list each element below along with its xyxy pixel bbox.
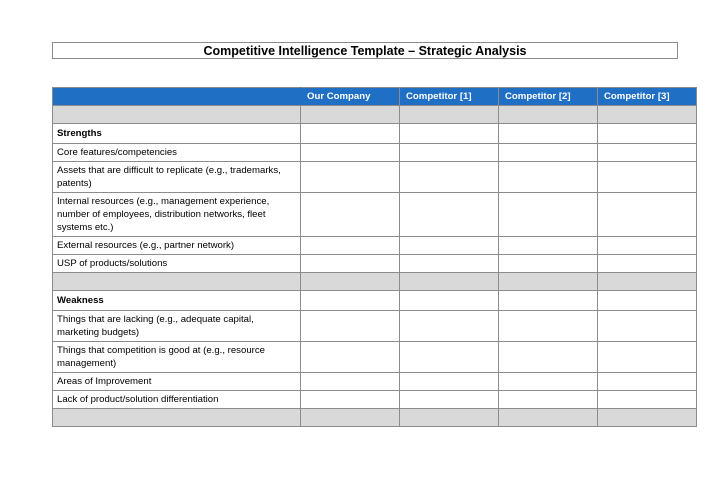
spacer-cell bbox=[53, 273, 301, 291]
spacer-row bbox=[53, 409, 697, 427]
header-cell-competitor-1: Competitor [1] bbox=[400, 88, 499, 106]
spacer-cell bbox=[301, 106, 400, 124]
input-cell[interactable] bbox=[301, 291, 400, 311]
input-cell[interactable] bbox=[301, 311, 400, 342]
row-label: Core features/competencies bbox=[53, 144, 301, 162]
spacer-cell bbox=[400, 409, 499, 427]
table-row bbox=[53, 193, 697, 237]
input-cell[interactable] bbox=[400, 291, 499, 311]
input-cell[interactable] bbox=[301, 391, 400, 409]
input-cell[interactable] bbox=[400, 237, 499, 255]
section-heading-row-strengths bbox=[53, 124, 697, 144]
document-title-text: Competitive Intelligence Template – Strategic Analysis bbox=[203, 43, 527, 58]
header-cell-competitor-2: Competitor [2] bbox=[499, 88, 598, 106]
input-cell[interactable] bbox=[400, 162, 499, 193]
input-cell[interactable] bbox=[598, 291, 697, 311]
table-row bbox=[53, 342, 697, 373]
row-label: USP of products/solutions bbox=[53, 255, 301, 273]
row-label: Assets that are difficult to replicate (e.g., trademarks, patents) bbox=[53, 162, 301, 193]
row-label: Things that are lacking (e.g., adequate capital, marketing budgets) bbox=[53, 311, 301, 342]
input-cell[interactable] bbox=[598, 311, 697, 342]
spacer-cell bbox=[499, 273, 598, 291]
input-cell[interactable] bbox=[499, 144, 598, 162]
input-cell[interactable] bbox=[499, 291, 598, 311]
spacer-cell bbox=[301, 409, 400, 427]
header-cell-competitor-3: Competitor [3] bbox=[598, 88, 697, 106]
input-cell[interactable] bbox=[400, 311, 499, 342]
table-row bbox=[53, 144, 697, 162]
input-cell[interactable] bbox=[301, 237, 400, 255]
row-label: Areas of Improvement bbox=[53, 373, 301, 391]
row-label: External resources (e.g., partner network) bbox=[53, 237, 301, 255]
spacer-cell bbox=[53, 409, 301, 427]
input-cell[interactable] bbox=[499, 162, 598, 193]
input-cell[interactable] bbox=[598, 255, 697, 273]
spacer-cell bbox=[301, 273, 400, 291]
row-label: Lack of product/solution differentiation bbox=[53, 391, 301, 409]
input-cell[interactable] bbox=[400, 193, 499, 237]
table-row bbox=[53, 391, 697, 409]
input-cell[interactable] bbox=[499, 342, 598, 373]
table-row bbox=[53, 373, 697, 391]
input-cell[interactable] bbox=[598, 124, 697, 144]
section-heading-row-weakness bbox=[53, 291, 697, 311]
spacer-cell bbox=[598, 106, 697, 124]
spacer-cell bbox=[400, 106, 499, 124]
spacer-row bbox=[53, 273, 697, 291]
row-label: Things that competition is good at (e.g., resource management) bbox=[53, 342, 301, 373]
input-cell[interactable] bbox=[499, 124, 598, 144]
input-cell[interactable] bbox=[400, 124, 499, 144]
input-cell[interactable] bbox=[598, 144, 697, 162]
input-cell[interactable] bbox=[400, 255, 499, 273]
input-cell[interactable] bbox=[598, 342, 697, 373]
input-cell[interactable] bbox=[301, 373, 400, 391]
header-cell-criteria bbox=[53, 88, 301, 106]
input-cell[interactable] bbox=[499, 391, 598, 409]
input-cell[interactable] bbox=[400, 391, 499, 409]
input-cell[interactable] bbox=[598, 391, 697, 409]
section-heading-weakness: Weakness bbox=[53, 291, 301, 311]
table-row bbox=[53, 237, 697, 255]
spacer-cell bbox=[400, 273, 499, 291]
input-cell[interactable] bbox=[301, 255, 400, 273]
header-cell-our-company: Our Company bbox=[301, 88, 400, 106]
input-cell[interactable] bbox=[301, 193, 400, 237]
input-cell[interactable] bbox=[598, 237, 697, 255]
competitive-analysis-table bbox=[52, 87, 697, 427]
input-cell[interactable] bbox=[499, 237, 598, 255]
table-row bbox=[53, 255, 697, 273]
input-cell[interactable] bbox=[499, 373, 598, 391]
input-cell[interactable] bbox=[301, 162, 400, 193]
input-cell[interactable] bbox=[598, 193, 697, 237]
input-cell[interactable] bbox=[301, 342, 400, 373]
document-title bbox=[52, 42, 678, 59]
input-cell[interactable] bbox=[400, 144, 499, 162]
input-cell[interactable] bbox=[499, 255, 598, 273]
input-cell[interactable] bbox=[499, 311, 598, 342]
input-cell[interactable] bbox=[400, 342, 499, 373]
spacer-cell bbox=[499, 106, 598, 124]
spacer-cell bbox=[499, 409, 598, 427]
spacer-cell bbox=[53, 106, 301, 124]
input-cell[interactable] bbox=[400, 373, 499, 391]
input-cell[interactable] bbox=[499, 193, 598, 237]
input-cell[interactable] bbox=[598, 162, 697, 193]
input-cell[interactable] bbox=[301, 124, 400, 144]
spacer-row bbox=[53, 106, 697, 124]
spacer-cell bbox=[598, 273, 697, 291]
table-row bbox=[53, 311, 697, 342]
table-row bbox=[53, 162, 697, 193]
header-row bbox=[53, 88, 697, 106]
row-label: Internal resources (e.g., management experience, number of employees, distribution networks, fleet systems etc.) bbox=[53, 193, 301, 237]
input-cell[interactable] bbox=[301, 144, 400, 162]
section-heading-strengths: Strengths bbox=[53, 124, 301, 144]
input-cell[interactable] bbox=[598, 373, 697, 391]
spacer-cell bbox=[598, 409, 697, 427]
